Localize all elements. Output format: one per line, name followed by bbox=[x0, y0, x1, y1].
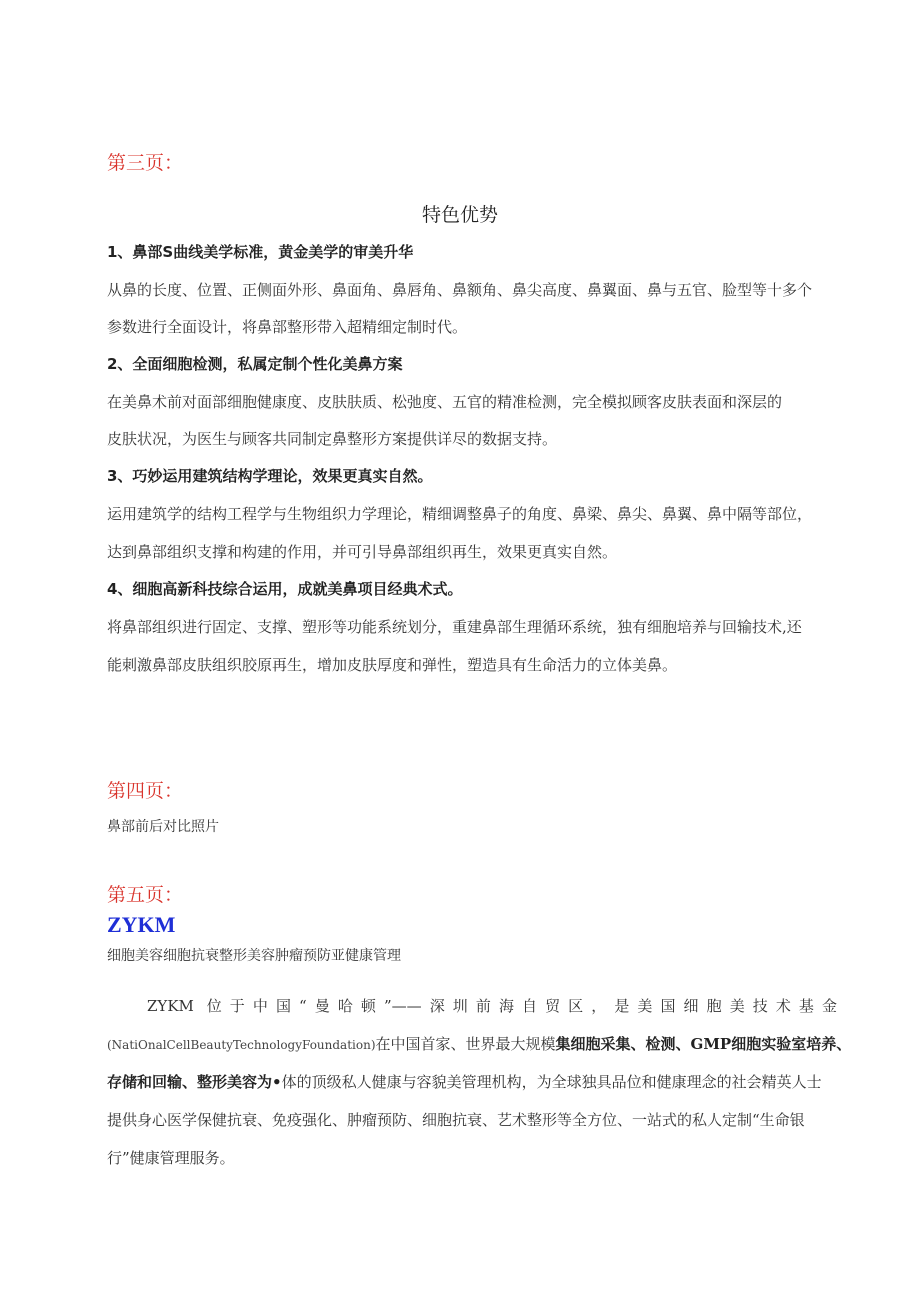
page3-heading: 第三页： bbox=[107, 152, 184, 174]
page5-heading: 第五页： bbox=[107, 884, 184, 906]
para-line-5: 行”健康管理服务。 bbox=[107, 1149, 235, 1167]
item-3-title: 3、巧妙运用建筑结构学理论，效果更真实自然。 bbox=[107, 467, 433, 485]
item-2-title: 2、全面细胞检测，私属定制个性化美鼻方案 bbox=[107, 355, 403, 373]
para-line-3 bbox=[107, 1071, 822, 1092]
para-line-3-bold: 存储和回输、整形美容为• bbox=[107, 1073, 282, 1091]
para-line-2 bbox=[107, 1033, 851, 1054]
item-3-line-2: 达到鼻部组织支撑和构建的作用，并可引导鼻部组织再生，效果更真实自然。 bbox=[107, 543, 618, 561]
para-line-1-text: ZYKM 位于中国“曼哈顿”——深圳前海自贸区，是美国细胞美技术基金 bbox=[147, 997, 837, 1015]
page4-text: 鼻部前后对比照片 bbox=[107, 819, 219, 835]
item-4-line-1: 将鼻部组织进行固定、支撑、塑形等功能系统划分，重建鼻部生理循环系统，独有细胞培养与回输技术,还 bbox=[107, 618, 802, 636]
para-line-2-bold: 集细胞采集、检测、GMP细胞实验室培养、 bbox=[555, 1035, 852, 1053]
item-2-line-2: 皮肤状况，为医生与顾客共同制定鼻整形方案提供详尽的数据支持。 bbox=[107, 430, 558, 448]
page5-subtitle: 细胞美容细胞抗衰整形美容肿瘤预防亚健康管理 bbox=[107, 948, 401, 964]
item-1-title: 1、鼻部S曲线美学标准，黄金美学的审美升华 bbox=[107, 243, 414, 261]
item-1-line-2: 参数进行全面设计，将鼻部整形带入超精细定制时代。 bbox=[107, 318, 468, 336]
para-line-2-text: 在中国首家、世界最大规模 bbox=[375, 1035, 556, 1053]
item-4-title: 4、细胞高新科技综合运用，成就美鼻项目经典术式。 bbox=[107, 580, 463, 598]
para-line-4: 提供身心医学保健抗衰、免疫强化、肿瘤预防、细胞抗衰、艺术整形等全方位、一站式的私人定制“生命银 bbox=[107, 1111, 805, 1129]
foundation-name: (NatiOnalCellBeautyTechnologyFoundation) bbox=[107, 1038, 376, 1052]
para-line-1 bbox=[147, 995, 837, 1016]
item-4-line-2: 能刺激鼻部皮肤组织胶原再生，增加皮肤厚度和弹性，塑造具有生命活力的立体美鼻。 bbox=[107, 656, 678, 674]
page4-heading: 第四页： bbox=[107, 780, 184, 802]
brand-logo: ZYKM bbox=[107, 912, 176, 937]
item-1-line-1: 从鼻的长度、位置、正侧面外形、鼻面角、鼻唇角、鼻额角、鼻尖高度、鼻翼面、鼻与五官、脸型等十多个 bbox=[107, 281, 813, 299]
para-line-3-text: 体的顶级私人健康与容貌美管理机构，为全球独具品位和健康理念的社会精英人士 bbox=[281, 1073, 822, 1091]
item-2-line-1: 在美鼻术前对面部细胞健康度、皮肤肤质、松弛度、五官的精准检测，完全模拟顾客皮肤表面和深层的 bbox=[107, 393, 783, 411]
page3-title: 特色优势 bbox=[421, 204, 498, 226]
item-3-line-1: 运用建筑学的结构工程学与生物组织力学理论，精细调整鼻子的角度、鼻梁、鼻尖、鼻翼、鼻中隔等部位， bbox=[107, 505, 813, 523]
